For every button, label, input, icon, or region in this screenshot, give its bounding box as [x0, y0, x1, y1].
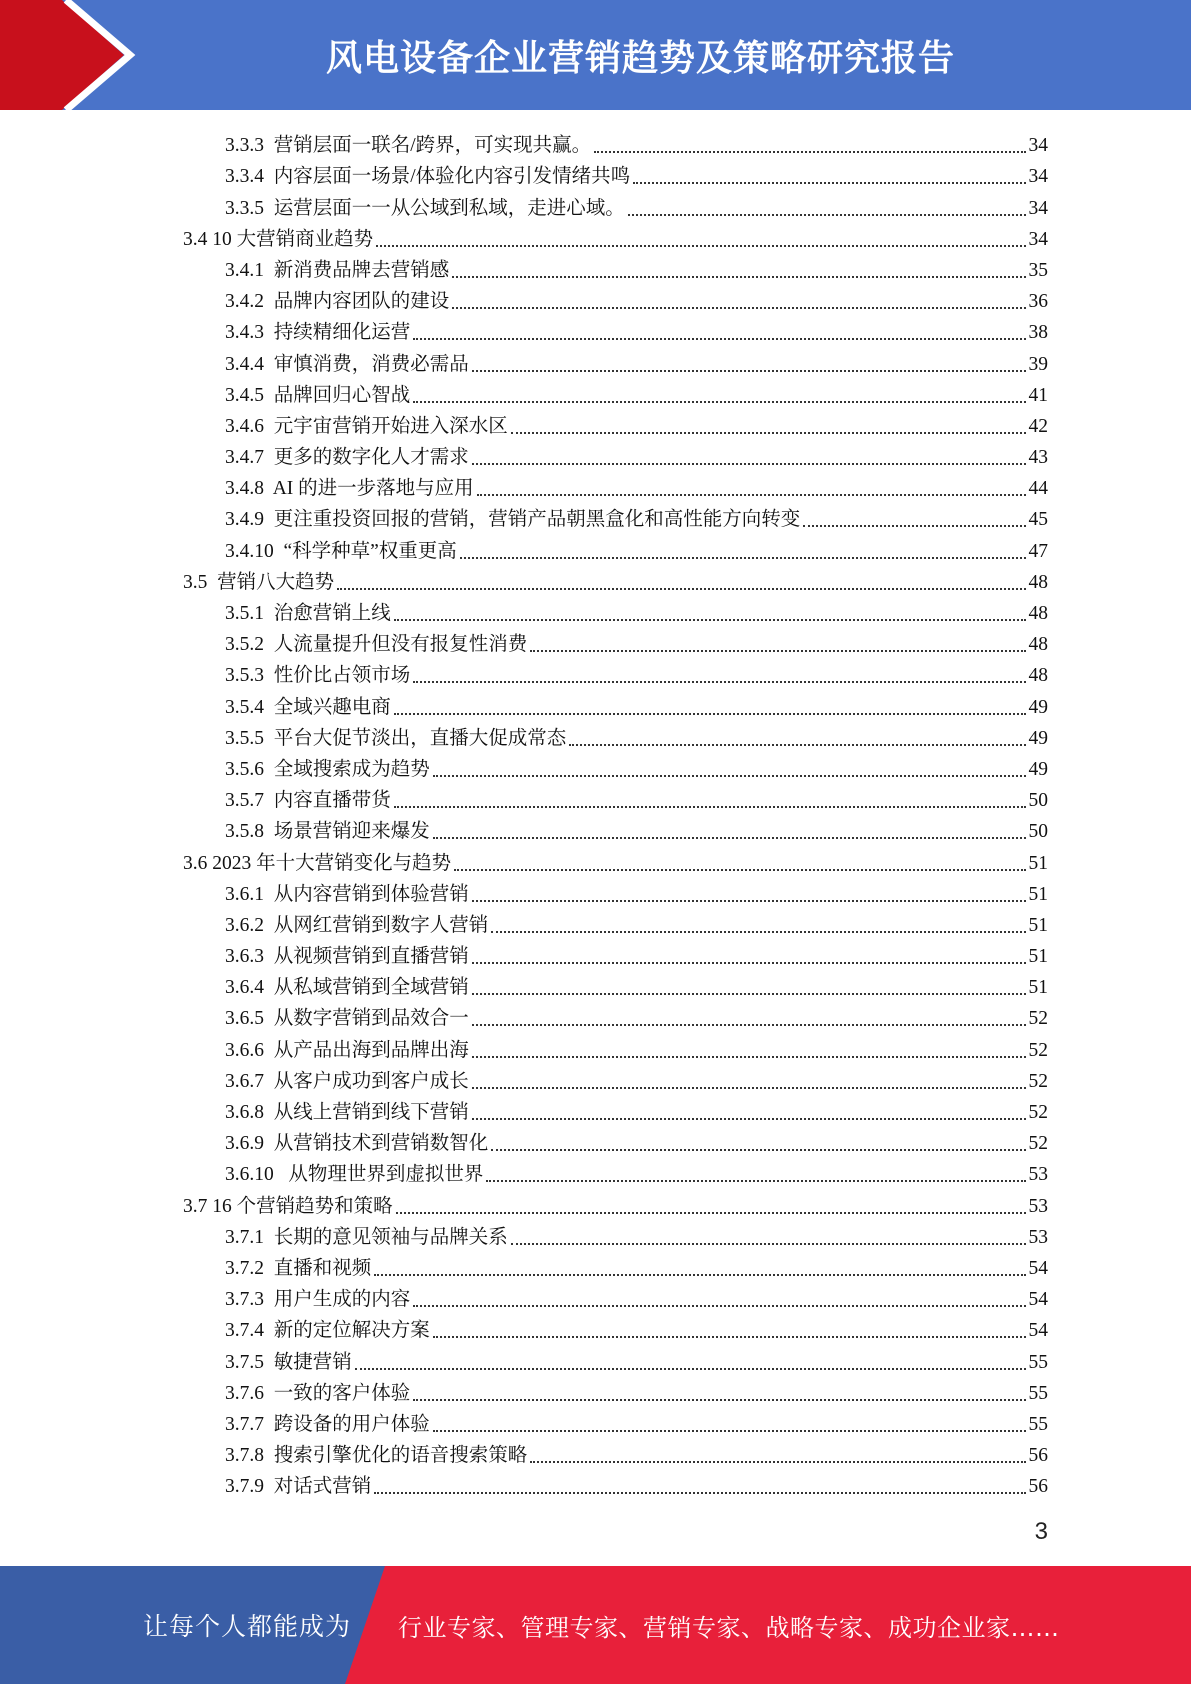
toc-entry-page: 55	[1028, 1413, 1048, 1435]
toc-entry-label	[225, 353, 469, 377]
toc-entry-page: 36	[1028, 291, 1048, 313]
toc-entry-title: 元宇宙营销开始进入深水区	[273, 415, 508, 437]
toc-entry-number: 3.5.6	[225, 758, 264, 780]
toc-dot-leader	[530, 650, 1025, 652]
toc-entry[interactable]	[0, 439, 1191, 470]
toc-entry-number: 3.5.7	[225, 790, 264, 812]
toc-entry-label	[225, 1288, 410, 1312]
toc-entry-page: 45	[1028, 509, 1048, 531]
toc-entry[interactable]	[0, 408, 1191, 439]
toc-dot-leader	[413, 1305, 1025, 1307]
toc-entry-page: 50	[1028, 821, 1048, 843]
toc-entry-title: 营销层面一联名/跨界，可实现共赢。	[273, 135, 592, 157]
toc-dot-leader	[472, 463, 1026, 465]
toc-entry-title: 从视频营销到直播营销	[273, 946, 469, 968]
toc-entry-title: 运营层面一一从公域到私域，走进心域。	[273, 197, 625, 219]
toc-dot-leader	[374, 1492, 1025, 1494]
toc-entry[interactable]	[0, 782, 1191, 813]
toc-entry-page: 49	[1028, 696, 1048, 718]
toc-dot-leader	[433, 1336, 1026, 1338]
toc-entry-label	[225, 1444, 527, 1468]
toc-dot-leader	[413, 1399, 1025, 1401]
toc-entry-number: 3.5.4	[225, 696, 264, 718]
toc-dot-leader	[454, 869, 1025, 871]
toc-entry-label	[183, 571, 334, 595]
toc-entry-label	[225, 633, 527, 657]
toc-entry-number: 3.5.8	[225, 821, 264, 843]
toc-entry-number: 3.7.7	[225, 1413, 264, 1435]
toc-dot-leader	[486, 1180, 1025, 1182]
toc-entry-number: 3.3.5	[225, 197, 264, 219]
toc-dot-leader	[472, 1056, 1026, 1058]
toc-entry-title: 内容层面一场景/体验化内容引发情绪共鸣	[273, 166, 631, 188]
toc-dot-leader	[394, 713, 1026, 715]
toc-entry-page: 52	[1028, 1008, 1048, 1030]
toc-entry[interactable]	[0, 189, 1191, 220]
toc-dot-leader	[594, 151, 1025, 153]
toc-entry-page: 51	[1028, 946, 1048, 968]
toc-dot-leader	[803, 525, 1025, 527]
toc-entry-page: 41	[1028, 384, 1048, 406]
toc-entry-number: 3.3.4	[225, 166, 264, 188]
toc-entry-page: 52	[1028, 1039, 1048, 1061]
toc-dot-leader	[472, 962, 1026, 964]
toc-entry-page: 56	[1028, 1476, 1048, 1498]
toc-entry-title: 持续精细化运营	[273, 322, 411, 344]
toc-entry-label	[225, 321, 410, 345]
toc-entry[interactable]	[0, 1437, 1191, 1468]
toc-dot-leader	[530, 1461, 1025, 1463]
toc-entry-page: 34	[1028, 135, 1048, 157]
page-number: 3	[1034, 1518, 1048, 1545]
toc-entry-label	[225, 820, 430, 844]
toc-entry-page: 48	[1028, 571, 1048, 593]
toc-dot-leader	[452, 276, 1025, 278]
toc-entry-label	[225, 1070, 469, 1094]
toc-entry-title: 从物理世界到虚拟世界	[283, 1164, 484, 1186]
toc-entry-page: 47	[1028, 540, 1048, 562]
toc-entry-number: 3.7.9	[225, 1476, 264, 1498]
toc-entry-title: 直播和视频	[273, 1257, 372, 1279]
toc-entry[interactable]	[0, 751, 1191, 782]
toc-dot-leader	[491, 1149, 1025, 1151]
toc-entry-label	[183, 228, 373, 252]
toc-entry[interactable]	[0, 532, 1191, 563]
toc-entry-number: 3.7.3	[225, 1289, 264, 1311]
toc-entry-label	[225, 727, 566, 751]
toc-entry-title: 新的定位解决方案	[273, 1320, 430, 1342]
toc-entry-page: 34	[1028, 228, 1048, 250]
toc-entry-number: 3.7.5	[225, 1351, 264, 1373]
toc-entry-title: “科学种草”权重更高	[283, 540, 457, 562]
toc-entry-title: 16 个营销趋势和策略	[212, 1195, 393, 1217]
toc-entry-label	[225, 446, 469, 470]
toc-entry-page: 34	[1028, 166, 1048, 188]
toc-entry-page: 54	[1028, 1320, 1048, 1342]
toc-dot-leader	[511, 432, 1026, 434]
toc-entry-page: 49	[1028, 727, 1048, 749]
toc-entry[interactable]	[0, 844, 1191, 875]
toc-entry[interactable]	[0, 1406, 1191, 1437]
toc-entry-page: 54	[1028, 1289, 1048, 1311]
toc-entry-label	[225, 384, 410, 408]
footer-slogan: 让每个人都能成为	[143, 1612, 352, 1641]
toc-entry-number: 3.6	[183, 852, 208, 874]
toc-entry-label	[225, 197, 625, 221]
toc-entry-title: 从客户成功到客户成长	[273, 1070, 469, 1092]
toc-entry-number: 3.7.6	[225, 1382, 264, 1404]
toc-entry-label	[225, 1039, 469, 1063]
toc-dot-leader	[569, 744, 1025, 746]
toc-entry-label	[225, 883, 469, 907]
toc-entry-page: 54	[1028, 1257, 1048, 1279]
toc-entry[interactable]	[0, 470, 1191, 501]
table-of-contents	[0, 127, 1191, 1499]
toc-entry-number: 3.5.1	[225, 603, 264, 624]
toc-entry[interactable]	[0, 1250, 1191, 1281]
toc-entry-title: 2023 年十大营销变化与趋势	[212, 852, 452, 874]
toc-entry-page: 51	[1028, 852, 1048, 874]
toc-entry[interactable]	[0, 688, 1191, 719]
toc-entry-page: 48	[1028, 603, 1048, 624]
toc-entry-label	[225, 508, 800, 532]
toc-entry-page: 52	[1028, 1102, 1048, 1123]
toc-entry-number: 3.4	[183, 228, 208, 250]
toc-entry-label	[225, 290, 449, 314]
toc-entry[interactable]	[0, 595, 1191, 626]
toc-entry-number: 3.7.1	[225, 1226, 264, 1248]
toc-dot-leader	[355, 1368, 1026, 1370]
toc-entry-title: 品牌内容团队的建设	[273, 291, 450, 313]
toc-entry-title: 品牌回归心智战	[273, 384, 411, 406]
toc-entry-label	[225, 1257, 371, 1281]
toc-dot-leader	[472, 1118, 1026, 1120]
toc-entry-number: 3.4.5	[225, 384, 264, 406]
toc-entry[interactable]	[0, 907, 1191, 938]
toc-entry-page: 38	[1028, 322, 1048, 344]
toc-entry-page: 53	[1028, 1195, 1048, 1217]
toc-entry-number: 3.3.3	[225, 135, 264, 157]
toc-entry-title: 长期的意见领袖与品牌关系	[273, 1226, 508, 1248]
toc-entry-label	[225, 1319, 430, 1343]
toc-entry-page: 53	[1028, 1164, 1048, 1186]
toc-entry[interactable]	[0, 564, 1191, 595]
toc-entry[interactable]	[0, 283, 1191, 314]
toc-entry-number: 3.6.5	[225, 1008, 264, 1030]
toc-entry[interactable]	[0, 377, 1191, 408]
toc-entry-label	[225, 540, 457, 564]
toc-entry-label	[225, 1351, 352, 1375]
toc-entry-page: 50	[1028, 790, 1048, 812]
toc-entry-page: 48	[1028, 634, 1048, 656]
page-header	[0, 0, 1191, 110]
toc-entry-title: 平台大促节淡出，直播大促成常态	[273, 727, 567, 749]
toc-entry-number: 3.4.4	[225, 353, 264, 375]
toc-entry-label	[183, 1195, 393, 1219]
document-title: 风电设备企业营销趋势及策略研究报告	[325, 37, 955, 79]
toc-entry-page: 55	[1028, 1382, 1048, 1404]
toc-entry-label	[225, 477, 474, 501]
toc-entry-number: 3.7	[183, 1195, 208, 1217]
footer-tagline: 行业专家、管理专家、营销专家、战略专家、成功企业家……	[398, 1613, 1060, 1642]
toc-dot-leader	[374, 1274, 1025, 1276]
toc-dot-leader	[413, 681, 1025, 683]
toc-entry-label	[225, 914, 488, 938]
toc-entry-number: 3.6.3	[225, 946, 264, 968]
toc-dot-leader	[460, 557, 1026, 559]
toc-entry-page: 56	[1028, 1445, 1048, 1467]
toc-entry[interactable]	[0, 938, 1191, 969]
toc-dot-leader	[394, 806, 1026, 808]
toc-entry-label	[225, 1413, 430, 1437]
toc-entry-number: 3.4.2	[225, 291, 264, 313]
toc-entry[interactable]	[0, 1219, 1191, 1250]
toc-entry-page: 53	[1028, 1226, 1048, 1248]
toc-dot-leader	[413, 338, 1025, 340]
toc-dot-leader	[433, 775, 1026, 777]
toc-entry-title: 用户生成的内容	[273, 1289, 411, 1311]
toc-entry[interactable]	[0, 626, 1191, 657]
toc-entry-page: 52	[1028, 1133, 1048, 1155]
toc-entry-page: 55	[1028, 1351, 1048, 1373]
toc-entry-page: 44	[1028, 478, 1048, 500]
toc-entry[interactable]	[0, 127, 1191, 158]
toc-entry[interactable]	[0, 314, 1191, 345]
toc-entry-title: 敏捷营销	[273, 1351, 352, 1373]
toc-entry-page: 35	[1028, 259, 1048, 281]
toc-entry-page: 51	[1028, 914, 1048, 936]
toc-entry-number: 3.7.4	[225, 1320, 264, 1342]
toc-entry-page: 51	[1028, 977, 1048, 999]
toc-entry-label	[225, 602, 391, 626]
toc-entry-label	[225, 1163, 483, 1187]
toc-entry[interactable]	[0, 1000, 1191, 1031]
toc-entry-title: 对话式营销	[273, 1476, 372, 1498]
toc-entry-title: AI 的进一步落地与应用	[272, 478, 474, 500]
toc-entry[interactable]	[0, 720, 1191, 751]
toc-dot-leader	[452, 307, 1025, 309]
toc-entry-page: 49	[1028, 758, 1048, 780]
toc-entry-number: 3.6.6	[225, 1039, 264, 1061]
toc-entry-page: 43	[1028, 447, 1048, 469]
toc-entry-label	[225, 664, 410, 688]
toc-entry-label	[225, 1007, 469, 1031]
toc-entry-number: 3.6.2	[225, 914, 264, 936]
toc-dot-leader	[472, 1087, 1026, 1089]
toc-dot-leader	[472, 900, 1026, 902]
toc-entry-page: 52	[1028, 1070, 1048, 1092]
toc-entry-number: 3.6.4	[225, 977, 264, 999]
toc-entry-label	[183, 852, 451, 876]
toc-entry-number: 3.6.10	[225, 1164, 274, 1186]
toc-entry-title: 内容直播带货	[273, 790, 391, 812]
toc-entry-title: 更多的数字化人才需求	[273, 447, 469, 469]
toc-dot-leader	[433, 1430, 1026, 1432]
toc-entry[interactable]	[0, 501, 1191, 532]
toc-entry-number: 3.4.10	[225, 540, 274, 562]
toc-entry[interactable]	[0, 1063, 1191, 1094]
toc-entry[interactable]	[0, 1281, 1191, 1312]
toc-entry[interactable]	[0, 1375, 1191, 1406]
toc-entry-title: 治愈营销上线	[273, 603, 391, 624]
toc-entry-label	[225, 415, 508, 439]
header-arrow-decoration	[0, 0, 160, 110]
toc-entry-title: 10 大营销商业趋势	[212, 228, 374, 250]
toc-entry-number: 3.7.2	[225, 1257, 264, 1279]
toc-dot-leader	[433, 837, 1026, 839]
toc-entry-title: 场景营销迎来爆发	[273, 821, 430, 843]
toc-dot-leader	[396, 1212, 1026, 1214]
toc-dot-leader	[337, 588, 1025, 590]
toc-entry-number: 3.4.1	[225, 259, 264, 281]
toc-entry-title: 搜索引擎优化的语音搜索策略	[273, 1445, 528, 1467]
toc-dot-leader	[491, 931, 1025, 933]
toc-entry-label	[225, 945, 469, 969]
toc-dot-leader	[413, 401, 1025, 403]
toc-entry-number: 3.5.3	[225, 665, 264, 687]
toc-entry-title: 一致的客户体验	[273, 1382, 411, 1404]
toc-entry-title: 从网红营销到数字人营销	[273, 914, 489, 936]
toc-dot-leader	[628, 214, 1026, 216]
toc-entry-number: 3.5.2	[225, 634, 264, 656]
toc-dot-leader	[472, 993, 1026, 995]
toc-entry[interactable]	[0, 657, 1191, 688]
toc-entry-number: 3.5	[183, 571, 208, 593]
toc-entry[interactable]	[0, 969, 1191, 1000]
toc-entry-number: 3.4.7	[225, 447, 264, 469]
toc-dot-leader	[376, 245, 1025, 247]
toc-entry-label	[225, 1382, 410, 1406]
toc-dot-leader	[472, 370, 1026, 372]
toc-entry-title: 全域兴趣电商	[273, 696, 391, 718]
toc-entry[interactable]	[0, 1125, 1191, 1156]
toc-entry[interactable]	[0, 1343, 1191, 1374]
toc-entry-label	[225, 1226, 508, 1250]
toc-entry-title: 从数字营销到品效合一	[273, 1008, 469, 1030]
toc-entry-label	[225, 696, 391, 720]
toc-entry-page: 48	[1028, 665, 1048, 687]
toc-entry-label	[225, 134, 591, 158]
toc-entry-page: 51	[1028, 883, 1048, 905]
toc-entry[interactable]	[0, 1468, 1191, 1499]
toc-entry-number: 3.4.3	[225, 322, 264, 344]
toc-dot-leader	[477, 494, 1026, 496]
toc-entry[interactable]	[0, 1156, 1191, 1187]
toc-dot-leader	[633, 182, 1025, 184]
toc-entry-page: 42	[1028, 415, 1048, 437]
toc-entry[interactable]	[0, 876, 1191, 907]
toc-entry-title: 跨设备的用户体验	[273, 1413, 430, 1435]
toc-dot-leader	[472, 1024, 1026, 1026]
toc-entry-label	[225, 165, 630, 189]
toc-entry-title: 从产品出海到品牌出海	[273, 1039, 469, 1061]
toc-entry-title: 从营销技术到营销数智化	[273, 1133, 489, 1155]
toc-entry-number: 3.6.1	[225, 883, 264, 905]
toc-entry[interactable]	[0, 1094, 1191, 1125]
toc-entry-number: 3.5.5	[225, 727, 264, 749]
toc-entry[interactable]	[0, 345, 1191, 376]
toc-entry-title: 从私域营销到全域营销	[273, 977, 469, 999]
toc-entry-title: 营销八大趋势	[212, 571, 335, 593]
toc-entry-number: 3.4.8	[225, 478, 264, 500]
toc-entry-title: 从线上营销到线下营销	[273, 1102, 469, 1123]
toc-entry[interactable]	[0, 221, 1191, 252]
toc-entry-label	[225, 1132, 488, 1156]
toc-entry-number: 3.6.7	[225, 1070, 264, 1092]
toc-entry-label	[225, 1101, 469, 1125]
toc-entry-page: 34	[1028, 197, 1048, 219]
toc-entry[interactable]	[0, 1312, 1191, 1343]
toc-entry[interactable]	[0, 252, 1191, 283]
toc-entry-number: 3.4.6	[225, 415, 264, 437]
toc-entry-number: 3.7.8	[225, 1445, 264, 1467]
toc-entry-title: 全域搜索成为趋势	[273, 758, 430, 780]
toc-entry-label	[225, 1475, 371, 1499]
toc-entry-title: 人流量提升但没有报复性消费	[273, 634, 528, 656]
toc-entry-label	[225, 976, 469, 1000]
toc-entry-label	[225, 259, 449, 283]
toc-dot-leader	[511, 1243, 1026, 1245]
toc-entry[interactable]	[0, 1031, 1191, 1062]
toc-entry-number: 3.6.8	[225, 1102, 264, 1123]
toc-entry[interactable]	[0, 813, 1191, 844]
toc-entry-page: 39	[1028, 353, 1048, 375]
toc-entry-title: 审慎消费，消费必需品	[273, 353, 469, 375]
toc-entry-label	[225, 789, 391, 813]
toc-entry-label	[225, 758, 430, 782]
toc-entry[interactable]	[0, 1187, 1191, 1218]
toc-entry-title: 性价比占领市场	[273, 665, 411, 687]
toc-entry-number: 3.4.9	[225, 509, 264, 531]
toc-entry-title: 新消费品牌去营销感	[273, 259, 450, 281]
toc-dot-leader	[394, 619, 1026, 621]
toc-entry-number: 3.6.9	[225, 1133, 264, 1155]
toc-entry-title: 更注重投资回报的营销，营销产品朝黑盒化和高性能方向转变	[273, 509, 801, 531]
toc-entry-title: 从内容营销到体验营销	[273, 883, 469, 905]
toc-entry[interactable]	[0, 158, 1191, 189]
page-footer	[0, 1566, 1191, 1684]
